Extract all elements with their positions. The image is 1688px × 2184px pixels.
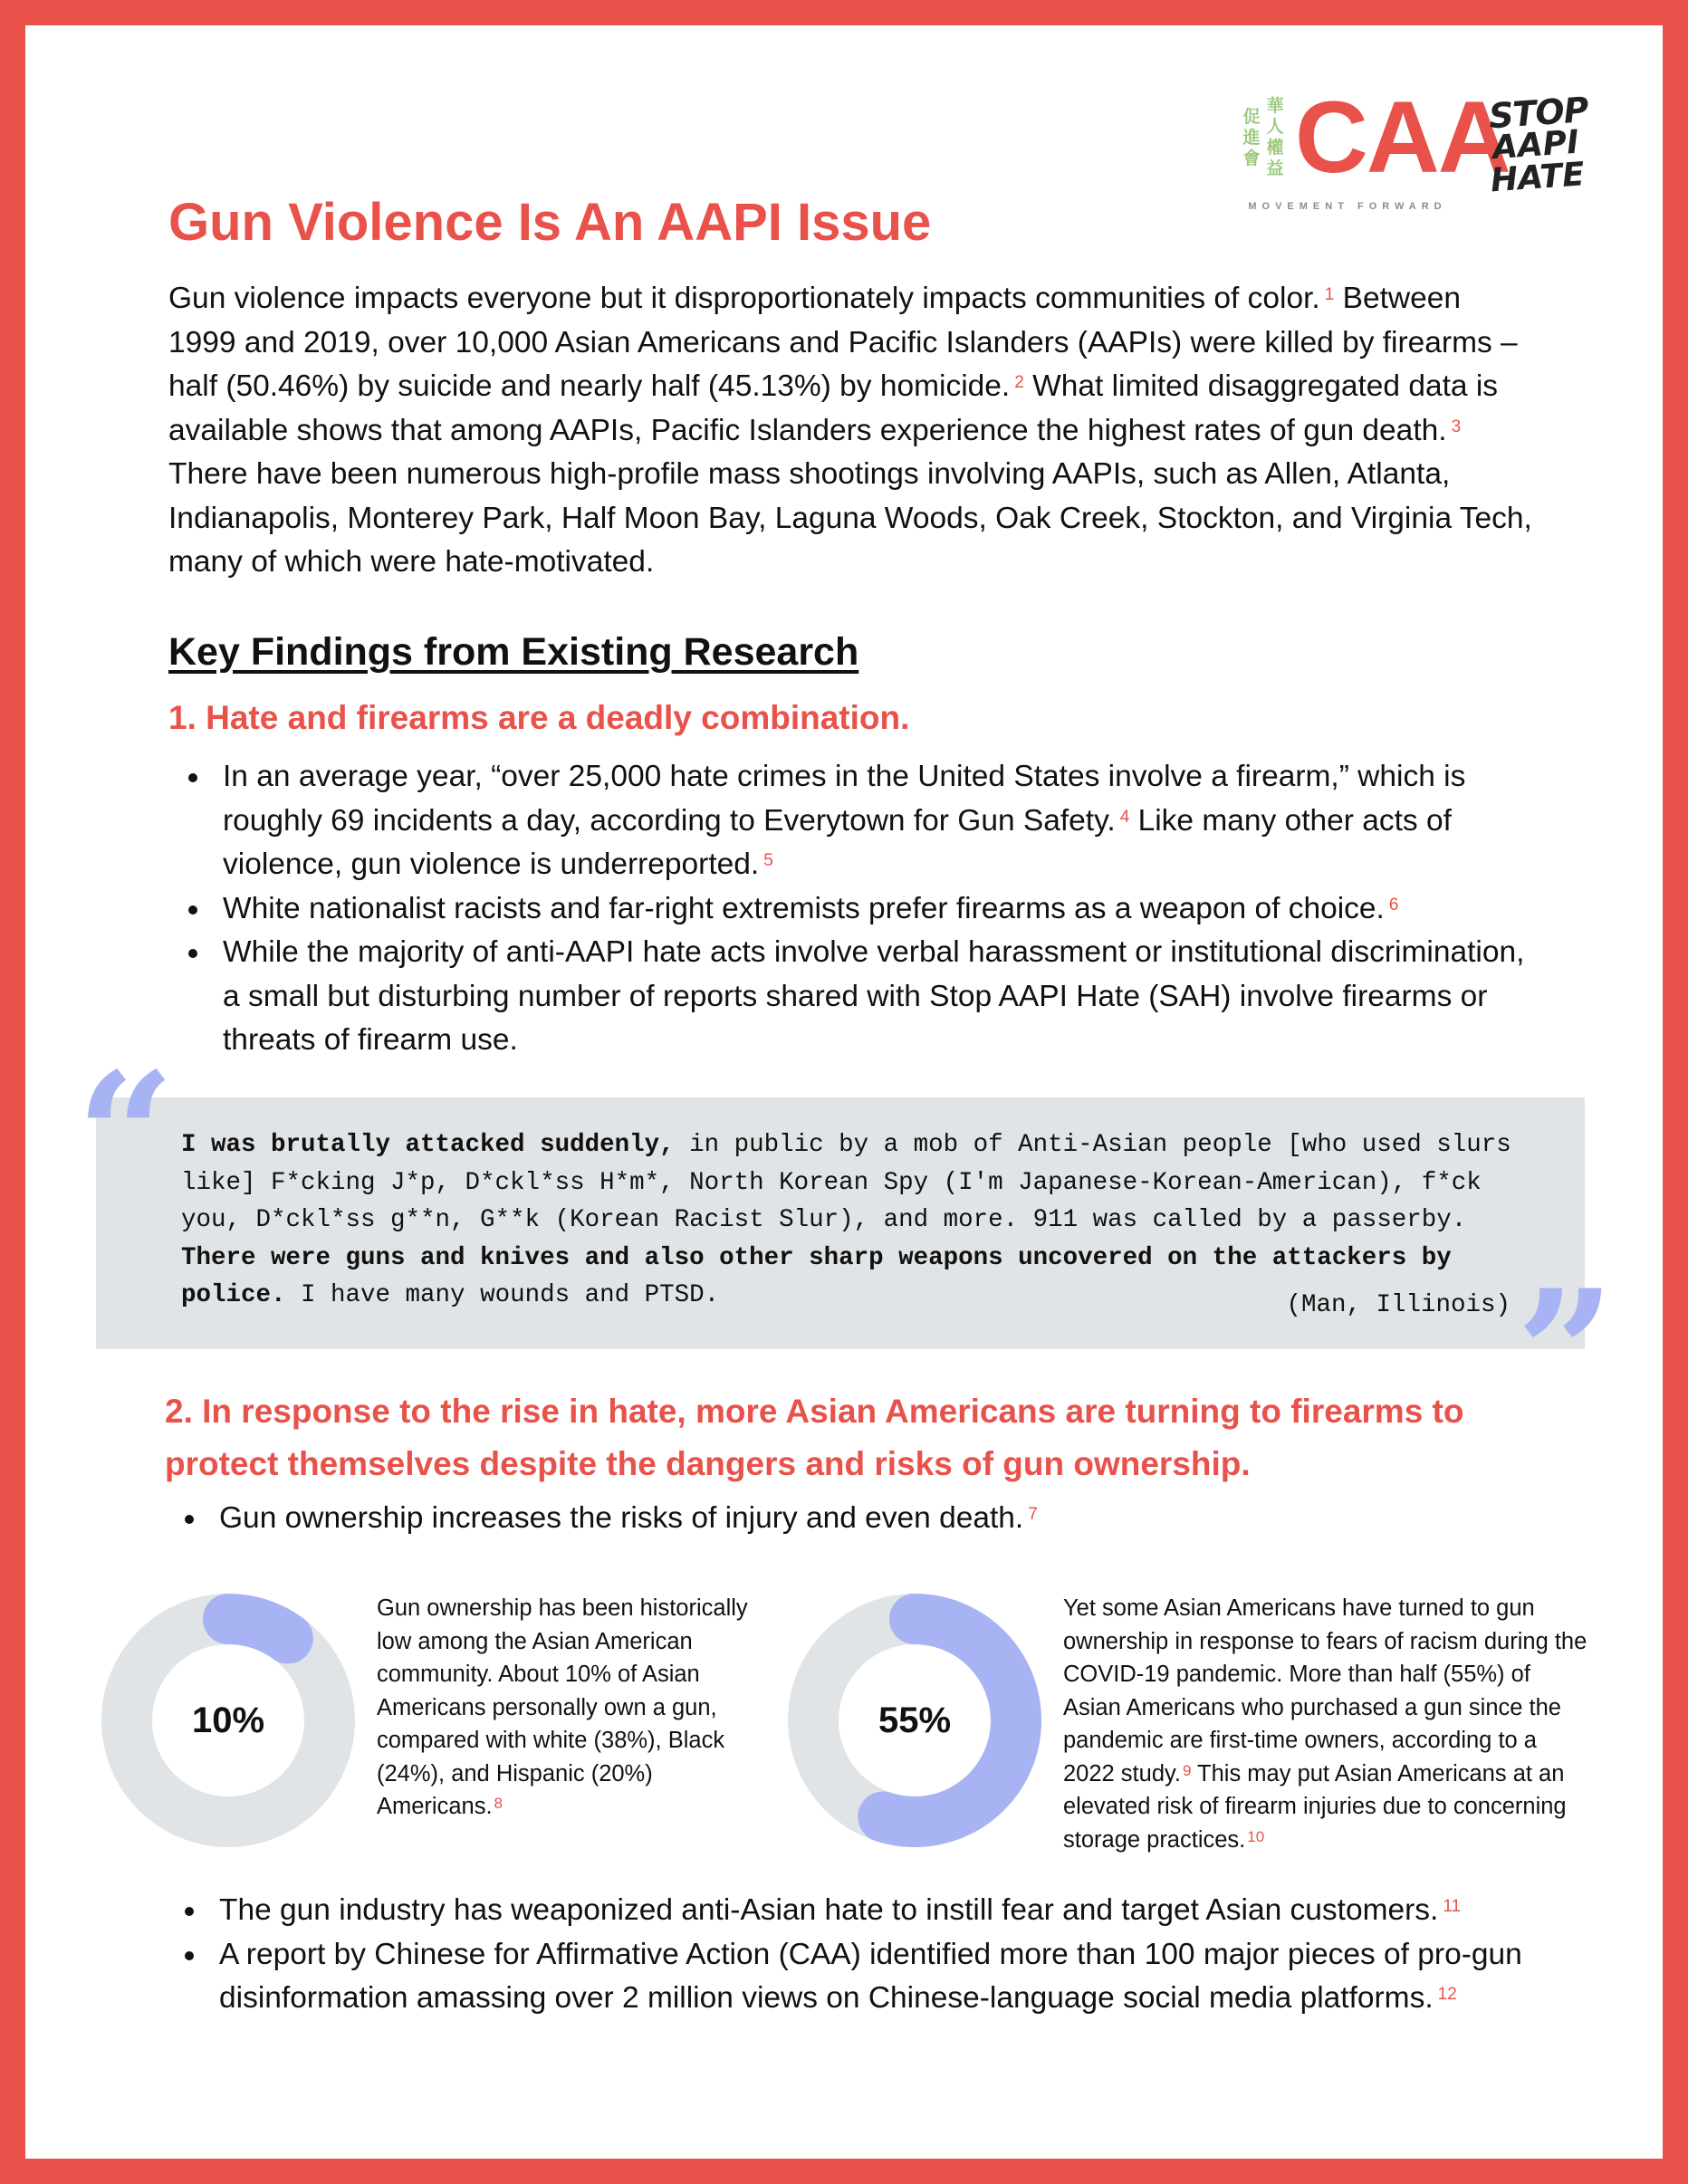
donut-label: 55% (878, 1700, 952, 1740)
bullet-text: White nationalist racists and far-right extremists prefer firearms as a weapon of choice. (223, 891, 1385, 925)
quote-text (181, 1126, 1521, 1315)
footnote-ref: 9 (1182, 1761, 1192, 1779)
quote-normal: I have many wounds and PTSD. (285, 1281, 720, 1309)
caption-text: Gun ownership has been historically low among the Asian American community. About 10% of Asian Americans personally own a gun, compared with white (38%), Black (24%), and Hispanic (20%) Americans. (377, 1595, 748, 1819)
intro-sentence: There have been numerous high-profile mass shootings involving AAPIs, such as Allen, Atlanta, Indianapolis, Monterey Park, Half Moon Bay, Laguna Woods, Oak Creek, Stockton, and Virginia Tech, many of which were hate-motivated. (168, 457, 1532, 579)
stat-caption-1 (377, 1592, 748, 1824)
footnote-ref: 1 (1324, 285, 1335, 304)
footnote-ref: 12 (1437, 1985, 1457, 2004)
key-findings-heading: Key Findings from Existing Research (168, 630, 859, 674)
quote-bold: I was brutally attacked suddenly, (181, 1131, 675, 1159)
donut-label: 10% (191, 1700, 265, 1740)
caa-logo-text: CAA (1295, 81, 1510, 194)
bullet-text: A report by Chinese for Affirmative Action (CAA) identified more than 100 major pieces of pro-gun disinformation amassing over 2 million views on Chinese-language social media platforms. (219, 1937, 1522, 2015)
caa-char: 益 (1266, 158, 1284, 178)
bullet-text: While the majority of anti-AAPI hate acts involve verbal harassment or institutional discrimination, a small but disturbing number of reports shared with Stop AAPI Hate (SAH) involve firearms or threats of firearm use. (223, 935, 1525, 1057)
caa-char: 進 (1242, 128, 1261, 148)
list-item (165, 1497, 1538, 1541)
section-2-list (165, 1497, 1538, 1541)
footnote-ref: 3 (1451, 417, 1462, 436)
list-item (165, 1933, 1538, 2021)
caption-text: Yet some Asian Americans have turned to gun ownership in response to fears of racism during the COVID-19 pandemic. More than half (55%) of Asian Americans who purchased a gun since the pandemic are first-time owners, according to a 2022 study. (1063, 1595, 1587, 1786)
close-quote-icon: ” (1516, 1252, 1616, 1454)
quote-attribution: (Man, Illinois) (1286, 1291, 1511, 1319)
list-item (165, 1889, 1538, 1933)
caption-text: This may put Asian Americans at an elevated risk of firearm injuries due to concerning storage practices. (1063, 1760, 1567, 1853)
intro-sentence: Between 1999 and 2019, over 10,000 Asian Americans and Pacific Islanders (AAPIs) were killed by firearms – half (50.46%) by suicide and nearly half (45.13%) by homicide. (168, 282, 1518, 403)
intro-sentence: Gun violence impacts everyone but it disproportionately impacts communities of color. (168, 282, 1320, 315)
stop-aapi-hate-logo (1487, 89, 1606, 214)
caa-char: 人 (1266, 117, 1284, 137)
caa-tagline: MOVEMENT FORWARD (1248, 201, 1447, 212)
footnote-ref: 8 (494, 1795, 504, 1812)
intro-paragraph (168, 277, 1536, 585)
section-1-heading: 1. Hate and firearms are a deadly combination. (168, 699, 910, 736)
footnote-ref: 6 (1388, 895, 1399, 915)
list-item (168, 755, 1541, 887)
list-item (168, 931, 1541, 1063)
bullet-text: In an average year, “over 25,000 hate crimes in the United States involve a firearm,” which is roughly 69 incidents a day, according to Everytown for Gun Safety. (223, 760, 1466, 838)
footnote-ref: 7 (1028, 1505, 1038, 1524)
caa-char: 會 (1242, 148, 1261, 168)
stop-logo-line: AAPI (1491, 123, 1580, 168)
list-item (168, 887, 1541, 932)
caa-char: 權 (1266, 138, 1284, 158)
stop-logo-line: STOP (1487, 89, 1589, 137)
section-2-list-continued (165, 1889, 1538, 2021)
donut-chart-10 (101, 1594, 355, 1847)
section-2-heading: 2. In response to the rise in hate, more Asian Americans are turning to firearms to protect themselves despite the dangers and risks of gun ownership. (165, 1393, 1464, 1482)
donut-chart-55 (788, 1594, 1041, 1847)
section-1-list (168, 755, 1541, 1063)
footnote-ref: 4 (1119, 807, 1130, 827)
caa-char: 促 (1242, 107, 1261, 127)
bullet-text: The gun industry has weaponized anti-Asian hate to instill fear and target Asian customers. (219, 1893, 1439, 1927)
caa-logo (1241, 81, 1510, 217)
footnote-ref: 10 (1247, 1827, 1265, 1845)
open-quote-icon: “ (76, 1035, 176, 1237)
caa-char: 華 (1266, 96, 1284, 116)
page-title: Gun Violence Is An AAPI Issue (168, 193, 932, 252)
bullet-text: Gun ownership increases the risks of injury and even death. (219, 1501, 1024, 1535)
footnote-ref: 2 (1014, 373, 1024, 392)
footnote-ref: 11 (1443, 1897, 1462, 1916)
stop-logo-line: HATE (1489, 156, 1586, 200)
stat-caption-2 (1063, 1592, 1588, 1856)
quote-normal: in public by a mob of Anti-Asian people [who used slurs like] F*cking J*p, D*ckl*ss H*m*, North Korean Spy (I'm Japanese-Korean-American), f*ck you, D*ckl*ss g**n, G**k (Korean Racist Slur), and more. 911 was called by a passerby. (181, 1131, 1511, 1234)
intro-sentence: What limited disaggregated data is available shows that among AAPIs, Pacific Islanders experience the highest rates of gun death. (168, 369, 1499, 447)
footnote-ref: 5 (763, 851, 773, 870)
quote-bold: There were guns and knives and also other sharp weapons uncovered on the attackers by police. (181, 1243, 1452, 1309)
bullet-text: Like many other acts of violence, gun violence is underreported. (223, 803, 1452, 881)
